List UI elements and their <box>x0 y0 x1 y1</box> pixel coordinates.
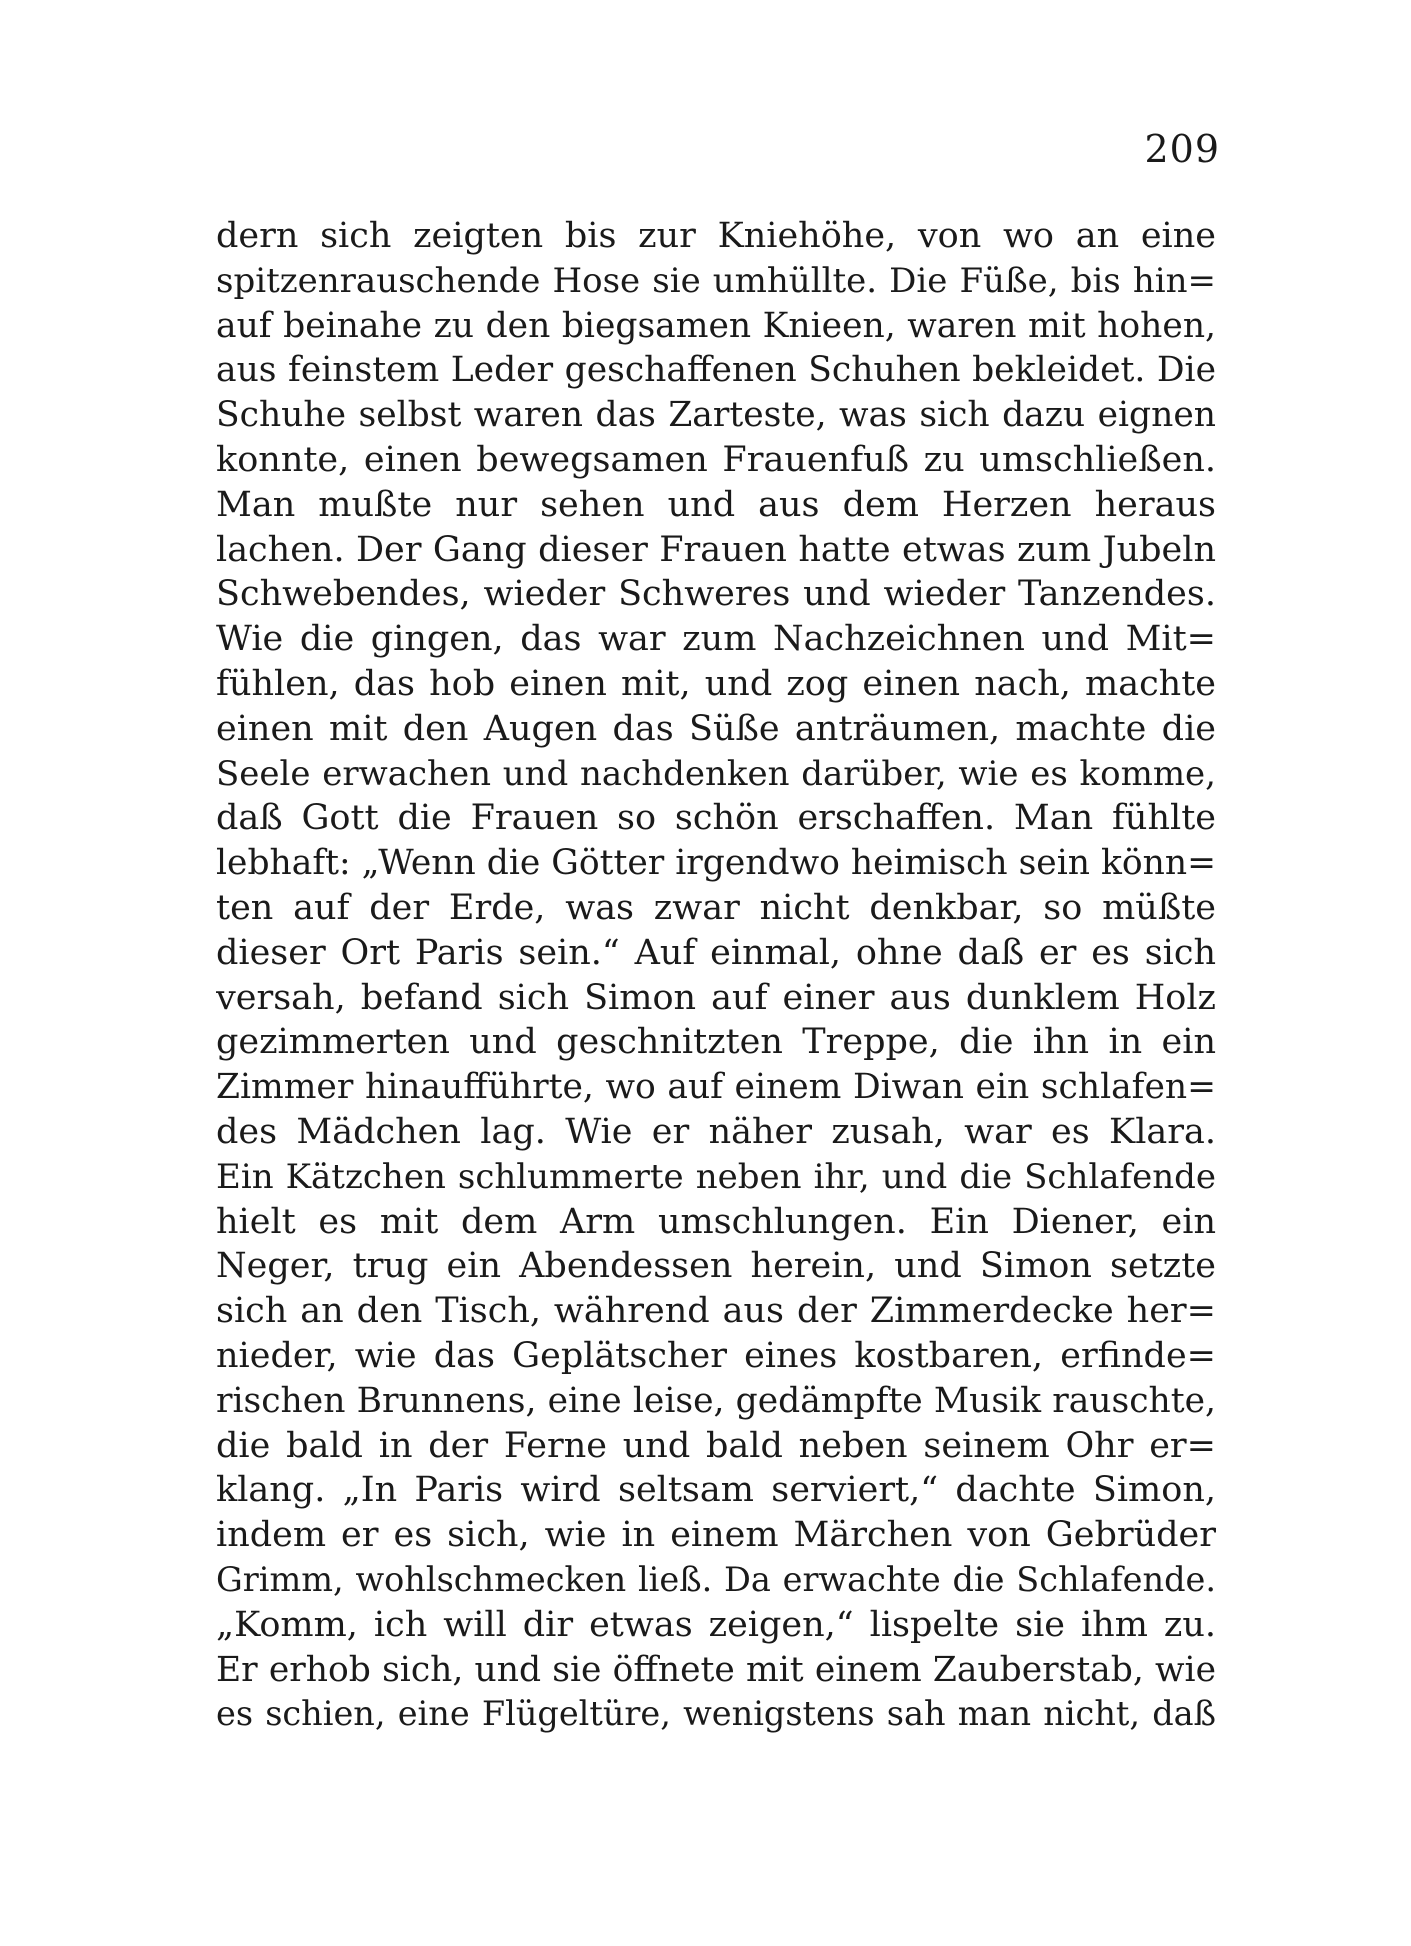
text-line: aus feinstem Leder geschaffenen Schuhen bekleidet. Die <box>216 350 1216 391</box>
text-line: gezimmerten und geschnitzten Treppe, die ihn in ein <box>216 1022 1216 1063</box>
text-line: daß Gott die Frauen so schön erschaffen. Man fühlte <box>216 798 1216 839</box>
text-line: ten auf der Erde, was zwar nicht denkbar, so müßte <box>216 887 1216 928</box>
text-line: spitzenrauschende Hose sie umhüllte. Die Füße, bis hin= <box>216 260 1216 301</box>
text-line: fühlen, das hob einen mit, und zog einen nach, machte <box>216 663 1216 704</box>
text-line: Ein Kätzchen schlummerte neben ihr, und die Schlafende <box>216 1156 1216 1197</box>
text-line: Schwebendes, wieder Schweres und wieder Tanzendes. <box>216 574 1216 615</box>
text-line: hielt es mit dem Arm umschlungen. Ein Diener, ein <box>216 1201 1216 1242</box>
text-line: Er erhob sich, und sie öffnete mit einem Zauberstab, wie <box>216 1649 1216 1690</box>
text-line: Schuhe selbst waren das Zarteste, was sich dazu eignen <box>216 395 1216 436</box>
text-line: dern sich zeigten bis zur Kniehöhe, von wo an eine <box>216 216 1216 256</box>
text-line: Neger, trug ein Abendessen herein, und Simon setzte <box>216 1246 1216 1287</box>
text-line: lebhaft: „Wenn die Götter irgendwo heimisch sein könn= <box>216 843 1216 884</box>
text-line: Grimm, wohlschmecken ließ. Da erwachte die Schlafende. <box>216 1559 1216 1599</box>
text-line: konnte, einen bewegsamen Frauenfuß zu umschließen. <box>216 439 1216 480</box>
text-line: indem er es sich, wie in einem Märchen von Gebrüder <box>216 1515 1216 1556</box>
text-line: lachen. Der Gang dieser Frauen hatte etwas zum Jubeln <box>216 529 1216 570</box>
text-line: des Mädchen lag. Wie er näher zusah, war es Klara. <box>216 1111 1216 1152</box>
text-line: sich an den Tisch, während aus der Zimmerdecke her= <box>216 1291 1216 1332</box>
text-line: klang. „In Paris wird seltsam serviert,“ dachte Simon, <box>216 1470 1216 1511</box>
text-line: nieder, wie das Geplätscher eines kostbaren, erfinde= <box>216 1335 1216 1376</box>
body-text <box>216 214 1216 1737</box>
text-line: „Komm, ich will dir etwas zeigen,“ lispelte sie ihm zu. <box>216 1604 1216 1645</box>
text-line: rischen Brunnens, eine leise, gedämpfte Musik rauschte, <box>216 1380 1216 1421</box>
text-line: Zimmer hinaufführte, wo auf einem Diwan ein schlafen= <box>216 1067 1216 1108</box>
page-number: 209 <box>1144 127 1220 171</box>
text-line: dieser Ort Paris sein.“ Auf einmal, ohne daß er es sich <box>216 932 1216 973</box>
text-line: einen mit den Augen das Süße anträumen, machte die <box>216 708 1216 749</box>
text-line: versah, befand sich Simon auf einer aus dunklem Holz <box>216 977 1216 1018</box>
text-line: Seele erwachen und nachdenken darüber, wie es komme, <box>216 753 1216 794</box>
text-line: Man mußte nur sehen und aus dem Herzen heraus <box>216 484 1216 525</box>
text-line: es schien, eine Flügeltüre, wenigstens sah man nicht, daß <box>216 1694 1216 1734</box>
text-line: auf beinahe zu den biegsamen Knieen, waren mit hohen, <box>216 305 1216 346</box>
text-line: die bald in der Ferne und bald neben seinem Ohr er= <box>216 1425 1216 1466</box>
text-line: Wie die gingen, das war zum Nachzeichnen und Mit= <box>216 619 1216 660</box>
